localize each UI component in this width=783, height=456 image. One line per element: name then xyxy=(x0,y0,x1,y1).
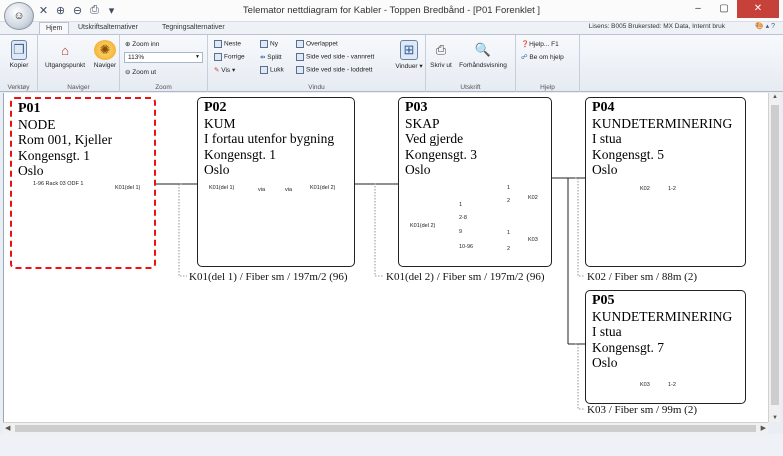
node-type: KUM xyxy=(204,115,236,131)
house-icon: ⌂ xyxy=(61,42,69,58)
cable-info-k01-del2[interactable]: K01(del 2) / Fiber sm / 197m/2 (96) xyxy=(386,271,545,283)
title-bar xyxy=(0,0,783,22)
cable-info-k02[interactable]: K02 / Fiber sm / 88m (2) xyxy=(587,271,697,283)
forrige-button[interactable]: Forrige xyxy=(214,53,245,61)
port-label: 1-2 xyxy=(668,186,676,192)
kopier-button[interactable]: ❐ Kopier xyxy=(9,42,29,69)
be-om-hjelp-button[interactable]: ☍ Be om hjelp xyxy=(521,54,564,61)
split-icon: ⇹ xyxy=(260,54,266,61)
node-location: I fortau utenfor bygning xyxy=(204,131,335,146)
printer-icon: ⎙ xyxy=(435,42,447,57)
zoom-inn-button[interactable]: ⊕ Zoom inn xyxy=(125,41,160,48)
print-preview-icon: 🔍 xyxy=(474,42,492,57)
node-city: Oslo xyxy=(405,162,431,177)
tab-utskriftsalternativer[interactable]: Utskriftsalternativer xyxy=(78,24,138,31)
node-id: P02 xyxy=(204,100,227,115)
node-city: Oslo xyxy=(592,162,618,177)
node-location: Rom 001, Kjeller xyxy=(18,132,113,147)
group-utskrift: ⎙ Skriv ut 🔍 Forhåndsvisning Utskrift xyxy=(426,35,516,92)
horizontal-scrollbar[interactable] xyxy=(3,422,768,434)
previous-window-icon xyxy=(214,53,222,61)
via-label: via xyxy=(258,187,266,193)
next-window-icon xyxy=(214,40,222,48)
cable-label: K01(del 1) xyxy=(115,185,141,191)
skriv-ut-button[interactable]: ⎙ Skriv ut xyxy=(430,42,452,69)
node-id: P04 xyxy=(592,100,615,115)
tab-hjem[interactable]: Hjem xyxy=(39,22,69,34)
tile-horizontal-icon xyxy=(296,53,304,61)
group-verktoy: ❐ Kopier Verktøy xyxy=(0,35,38,92)
fiber-number: 2 xyxy=(507,246,511,252)
zoom-out-icon[interactable]: ⊖ xyxy=(72,5,83,17)
node-city: Oslo xyxy=(592,355,618,370)
scroll-up-icon[interactable]: ▲ xyxy=(772,94,778,100)
vis-button[interactable]: ✎ Vis ▾ xyxy=(214,67,236,74)
cable-k02-label: K02 xyxy=(528,195,538,201)
node-address: Kongensgt. 1 xyxy=(204,146,276,162)
forhandsvisning-button[interactable]: 🔍 Forhåndsvisning xyxy=(459,42,507,69)
new-window-icon xyxy=(260,40,268,48)
zoom-select[interactable]: 113% ▼ xyxy=(124,52,203,63)
node-type: NODE xyxy=(18,116,56,132)
close-document-icon[interactable]: ✕ xyxy=(38,5,49,17)
group-hjelp: ❓Hjelp... F1 ☍ Be om hjelp Hjelp xyxy=(516,35,580,92)
fiber-range: 10-96 xyxy=(459,244,474,250)
fiber-range: 2-8 xyxy=(459,215,467,221)
fiber-range: 1 xyxy=(459,202,463,208)
fiber-number: 2 xyxy=(507,198,511,204)
hjelp-button[interactable]: ❓Hjelp... F1 xyxy=(521,41,559,48)
node-id: P01 xyxy=(18,101,41,116)
ribbon-minimize-icon[interactable]: ▴ xyxy=(765,23,770,30)
window-title: Telemator nettdiagram for Kabler - Toppen Bredbånd - [P01 Forenklet ] xyxy=(242,5,541,16)
node-address: Kongensgt. 5 xyxy=(592,146,664,162)
node-address: Kongensgt. 7 xyxy=(592,339,664,355)
minimize-button[interactable]: ‒ xyxy=(695,3,701,14)
neste-button[interactable]: Neste xyxy=(214,40,241,48)
scroll-down-icon[interactable]: ▼ xyxy=(772,415,778,421)
lukk-button[interactable]: Lukk xyxy=(260,66,284,74)
node-location: I stua xyxy=(592,324,622,339)
cable-k03-label: K03 xyxy=(528,237,538,243)
copy-icon: ❐ xyxy=(11,40,27,60)
group-naviger: ⌂ Utgangspunkt ✺ Naviger Naviger xyxy=(38,35,120,92)
group-zoom: ⊕ Zoom inn 113% ▼ ⊖ Zoom ut Zoom xyxy=(120,35,208,92)
help-icon: ❓ xyxy=(521,41,530,48)
ny-button[interactable]: Ny xyxy=(260,40,278,48)
scroll-left-icon[interactable]: ◀ xyxy=(5,425,11,432)
scroll-thumb[interactable] xyxy=(15,425,756,432)
chevron-down-icon: ▾ xyxy=(232,67,236,74)
node-id: P03 xyxy=(405,100,428,115)
fiber-number: 1 xyxy=(507,185,511,191)
naviger-button[interactable]: ✺ Naviger xyxy=(93,42,117,69)
utgangspunkt-button[interactable]: ⌂ Utgangspunkt xyxy=(40,40,90,69)
qat-dropdown-icon[interactable]: ▾ xyxy=(108,5,115,17)
via-label: via xyxy=(285,187,293,193)
node-p04[interactable] xyxy=(585,97,746,267)
side-vannrett-button[interactable]: Side ved side - vannrett xyxy=(296,53,374,61)
fiber-range: 9 xyxy=(459,229,463,235)
node-p02[interactable] xyxy=(197,97,355,267)
zoom-out-icon: ⊖ xyxy=(125,69,131,76)
show-icon: ✎ xyxy=(214,67,220,74)
port-label: 1-96 Rack 03 ODF 1 xyxy=(33,181,84,187)
node-type: KUNDETERMINERING xyxy=(592,115,733,131)
cable-label: K03 xyxy=(640,382,650,388)
licence-info: Lisens: B005 Brukersted: MX Data, Internt bruk xyxy=(588,23,725,30)
node-type: SKAP xyxy=(405,115,440,131)
scroll-thumb[interactable] xyxy=(771,105,779,405)
vertical-scrollbar[interactable] xyxy=(768,93,780,422)
remote-help-icon: ☍ xyxy=(521,54,528,61)
cable-in-label: K01(del 2) xyxy=(410,223,436,229)
splitt-button[interactable]: ⇹ Splitt xyxy=(260,54,282,61)
print-icon[interactable]: ⎙ xyxy=(90,4,99,16)
cable-out-label: K01(del 2) xyxy=(310,185,336,191)
group-vindu: Neste Forrige ✎ Vis ▾ Ny ⇹ Splitt Lukk Overlappet Side ved side - vannrett Side ved side - loddrett ⊞ Vinduer ▾ Vindu xyxy=(208,35,426,92)
app-logo-icon: ☺ xyxy=(13,10,25,22)
port-label: 1-2 xyxy=(668,382,676,388)
zoom-ut-button[interactable]: ⊖ Zoom ut xyxy=(125,69,157,76)
node-location: Ved gjerde xyxy=(405,131,464,146)
overlappet-button[interactable]: Overlappet xyxy=(296,40,338,48)
cable-label: K02 xyxy=(640,186,650,192)
tile-vertical-icon xyxy=(296,66,304,74)
node-city: Oslo xyxy=(18,163,44,178)
fiber-number: 1 xyxy=(507,230,511,236)
ribbon xyxy=(0,34,783,92)
zoom-in-icon[interactable]: ⊕ xyxy=(55,5,66,17)
tab-tegningsalternativer[interactable]: Tegningsalternativer xyxy=(162,24,225,31)
cable-in-label: K01(del 1) xyxy=(209,185,235,191)
node-p05[interactable] xyxy=(585,290,746,404)
chevron-down-icon: ▾ xyxy=(419,63,423,70)
node-address: Kongensgt. 3 xyxy=(405,146,477,162)
cable-info-k03[interactable]: K03 / Fiber sm / 99m (2) xyxy=(587,404,697,416)
close-button[interactable]: ✕ xyxy=(737,0,779,18)
cascade-icon xyxy=(296,40,304,48)
application-menu-button[interactable] xyxy=(4,2,34,30)
node-id: P05 xyxy=(592,293,615,308)
windows-icon: ⊞ xyxy=(400,40,418,60)
side-loddrett-button[interactable]: Side ved side - loddrett xyxy=(296,66,372,74)
style-icon[interactable]: 🎨 xyxy=(754,23,764,30)
maximize-button[interactable]: ▢ xyxy=(719,3,729,14)
node-city: Oslo xyxy=(204,162,230,177)
scroll-right-icon[interactable]: ▶ xyxy=(760,425,766,432)
node-location: I stua xyxy=(592,131,622,146)
diagram-canvas[interactable] xyxy=(3,93,768,422)
zoom-in-icon: ⊕ xyxy=(125,41,131,48)
ribbon-tab-bar xyxy=(0,22,783,34)
vinduer-button[interactable]: ⊞ Vinduer ▾ xyxy=(395,42,423,70)
node-type: KUNDETERMINERING xyxy=(592,308,733,324)
help-icon[interactable]: ? xyxy=(771,23,775,30)
close-window-icon xyxy=(260,66,268,74)
node-address: Kongensgt. 1 xyxy=(18,147,90,163)
status-bar xyxy=(0,434,783,456)
cable-info-k01-del1[interactable]: K01(del 1) / Fiber sm / 197m/2 (96) xyxy=(189,271,348,283)
compass-icon: ✺ xyxy=(94,40,116,60)
chevron-down-icon: ▼ xyxy=(195,54,200,60)
